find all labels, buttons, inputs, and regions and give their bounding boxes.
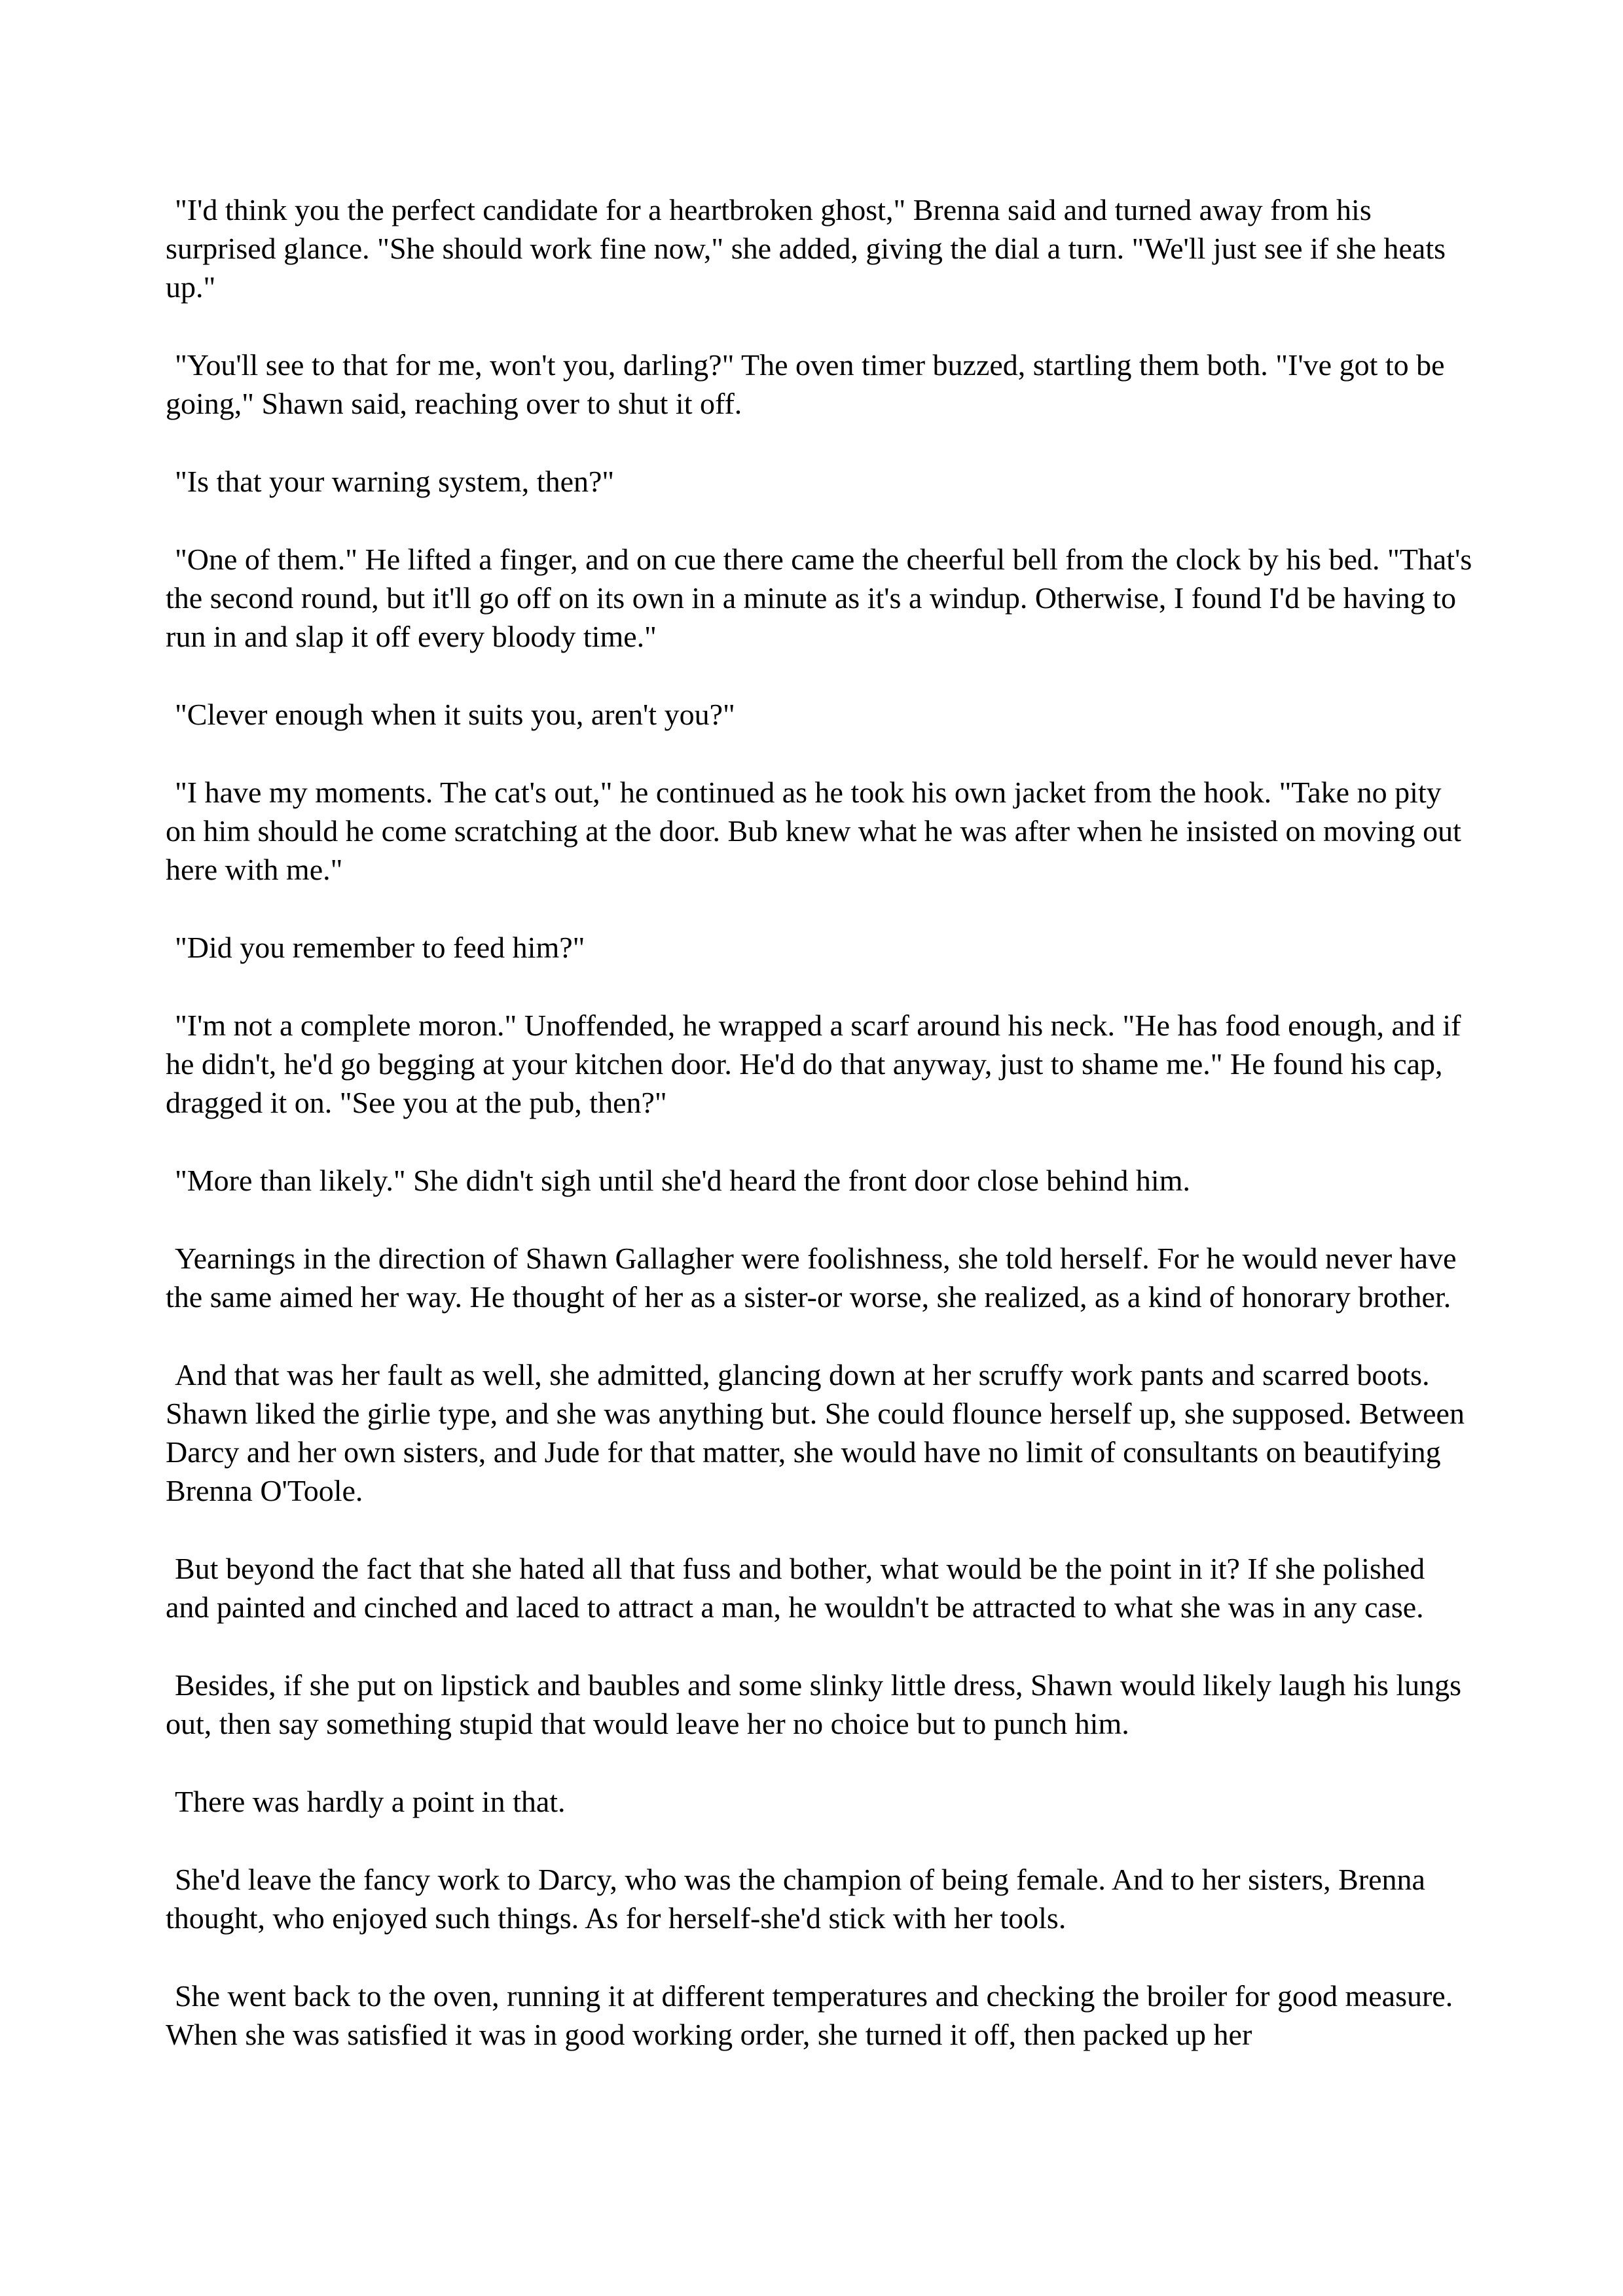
paragraph-2: "You'll see to that for me, won't you, darling?" The oven timer buzzed, startling them both. "I've got to be going," Shawn said, reaching over to shut it off.: [166, 348, 1445, 420]
paragraph-9: "More than likely." She didn't sigh until she'd heard the front door close behind him.: [175, 1164, 1190, 1197]
paragraph-11: And that was her fault as well, she admitted, glancing down at her scruffy work pants and scarred boots. Shawn liked the girlie type, and she was anything but. She could flounce herself up, she supposed. Between Darcy and her own sisters, and Jude for that matter, she would have no limit of consultants on beautifying Brenna O'Toole.: [166, 1358, 1465, 1507]
document-page: [166, 190, 1475, 2093]
paragraph-13: Besides, if she put on lipstick and baubles and some slinky little dress, Shawn would likely laugh his lungs out, then say something stupid that would leave her no choice but to punch him.: [166, 1668, 1462, 1740]
paragraph-5: "Clever enough when it suits you, aren't you?": [175, 698, 735, 731]
paragraph-8: "I'm not a complete moron." Unoffended, he wrapped a scarf around his neck. "He has food enough, and if he didn't, he'd go begging at your kitchen door. He'd do that anyway, just to shame me." He found his cap, dragged it on. "See you at the pub, then?": [166, 1009, 1461, 1119]
paragraph-12: But beyond the fact that she hated all that fuss and bother, what would be the point in it? If she polished and painted and cinched and laced to attract a man, he wouldn't be attracted to what she was in any case.: [166, 1552, 1425, 1624]
paragraph-15: She'd leave the fancy work to Darcy, who was the champion of being female. And to her sisters, Brenna thought, who enjoyed such things. As for herself-she'd stick with her tools.: [166, 1863, 1425, 1935]
paragraph-1: "I'd think you the perfect candidate for a heartbroken ghost," Brenna said and turned away from his surprised glance. "She should work fine now," she added, giving the dial a turn. "We'll just see if she heats up.": [166, 193, 1446, 304]
paragraph-6: "I have my moments. The cat's out," he continued as he took his own jacket from the hook. "Take no pity on him should he come scratching at the door. Bub knew what he was after when he insisted on moving out here with me.": [166, 776, 1461, 886]
paragraph-10: Yearnings in the direction of Shawn Gallagher were foolishness, she told herself. For he would never have the same aimed her way. He thought of her as a sister-or worse, she realized, as a kind of honorary brother.: [166, 1242, 1457, 1314]
paragraph-14: There was hardly a point in that.: [175, 1785, 566, 1818]
paragraph-3: "Is that your warning system, then?": [175, 465, 615, 498]
paragraph-4: "One of them." He lifted a finger, and on cue there came the cheerful bell from the clock by his bed. "That's the second round, but it'll go off on its own in a minute as it's a windup. Otherwise, I found I'd be having to run in and slap it off every bloody time.": [166, 543, 1472, 653]
paragraph-16: She went back to the oven, running it at different temperatures and checking the broiler for good measure. When she was satisfied it was in good working order, she turned it off, then packed up her: [166, 1979, 1453, 2051]
paragraph-7: "Did you remember to feed him?": [175, 931, 585, 964]
